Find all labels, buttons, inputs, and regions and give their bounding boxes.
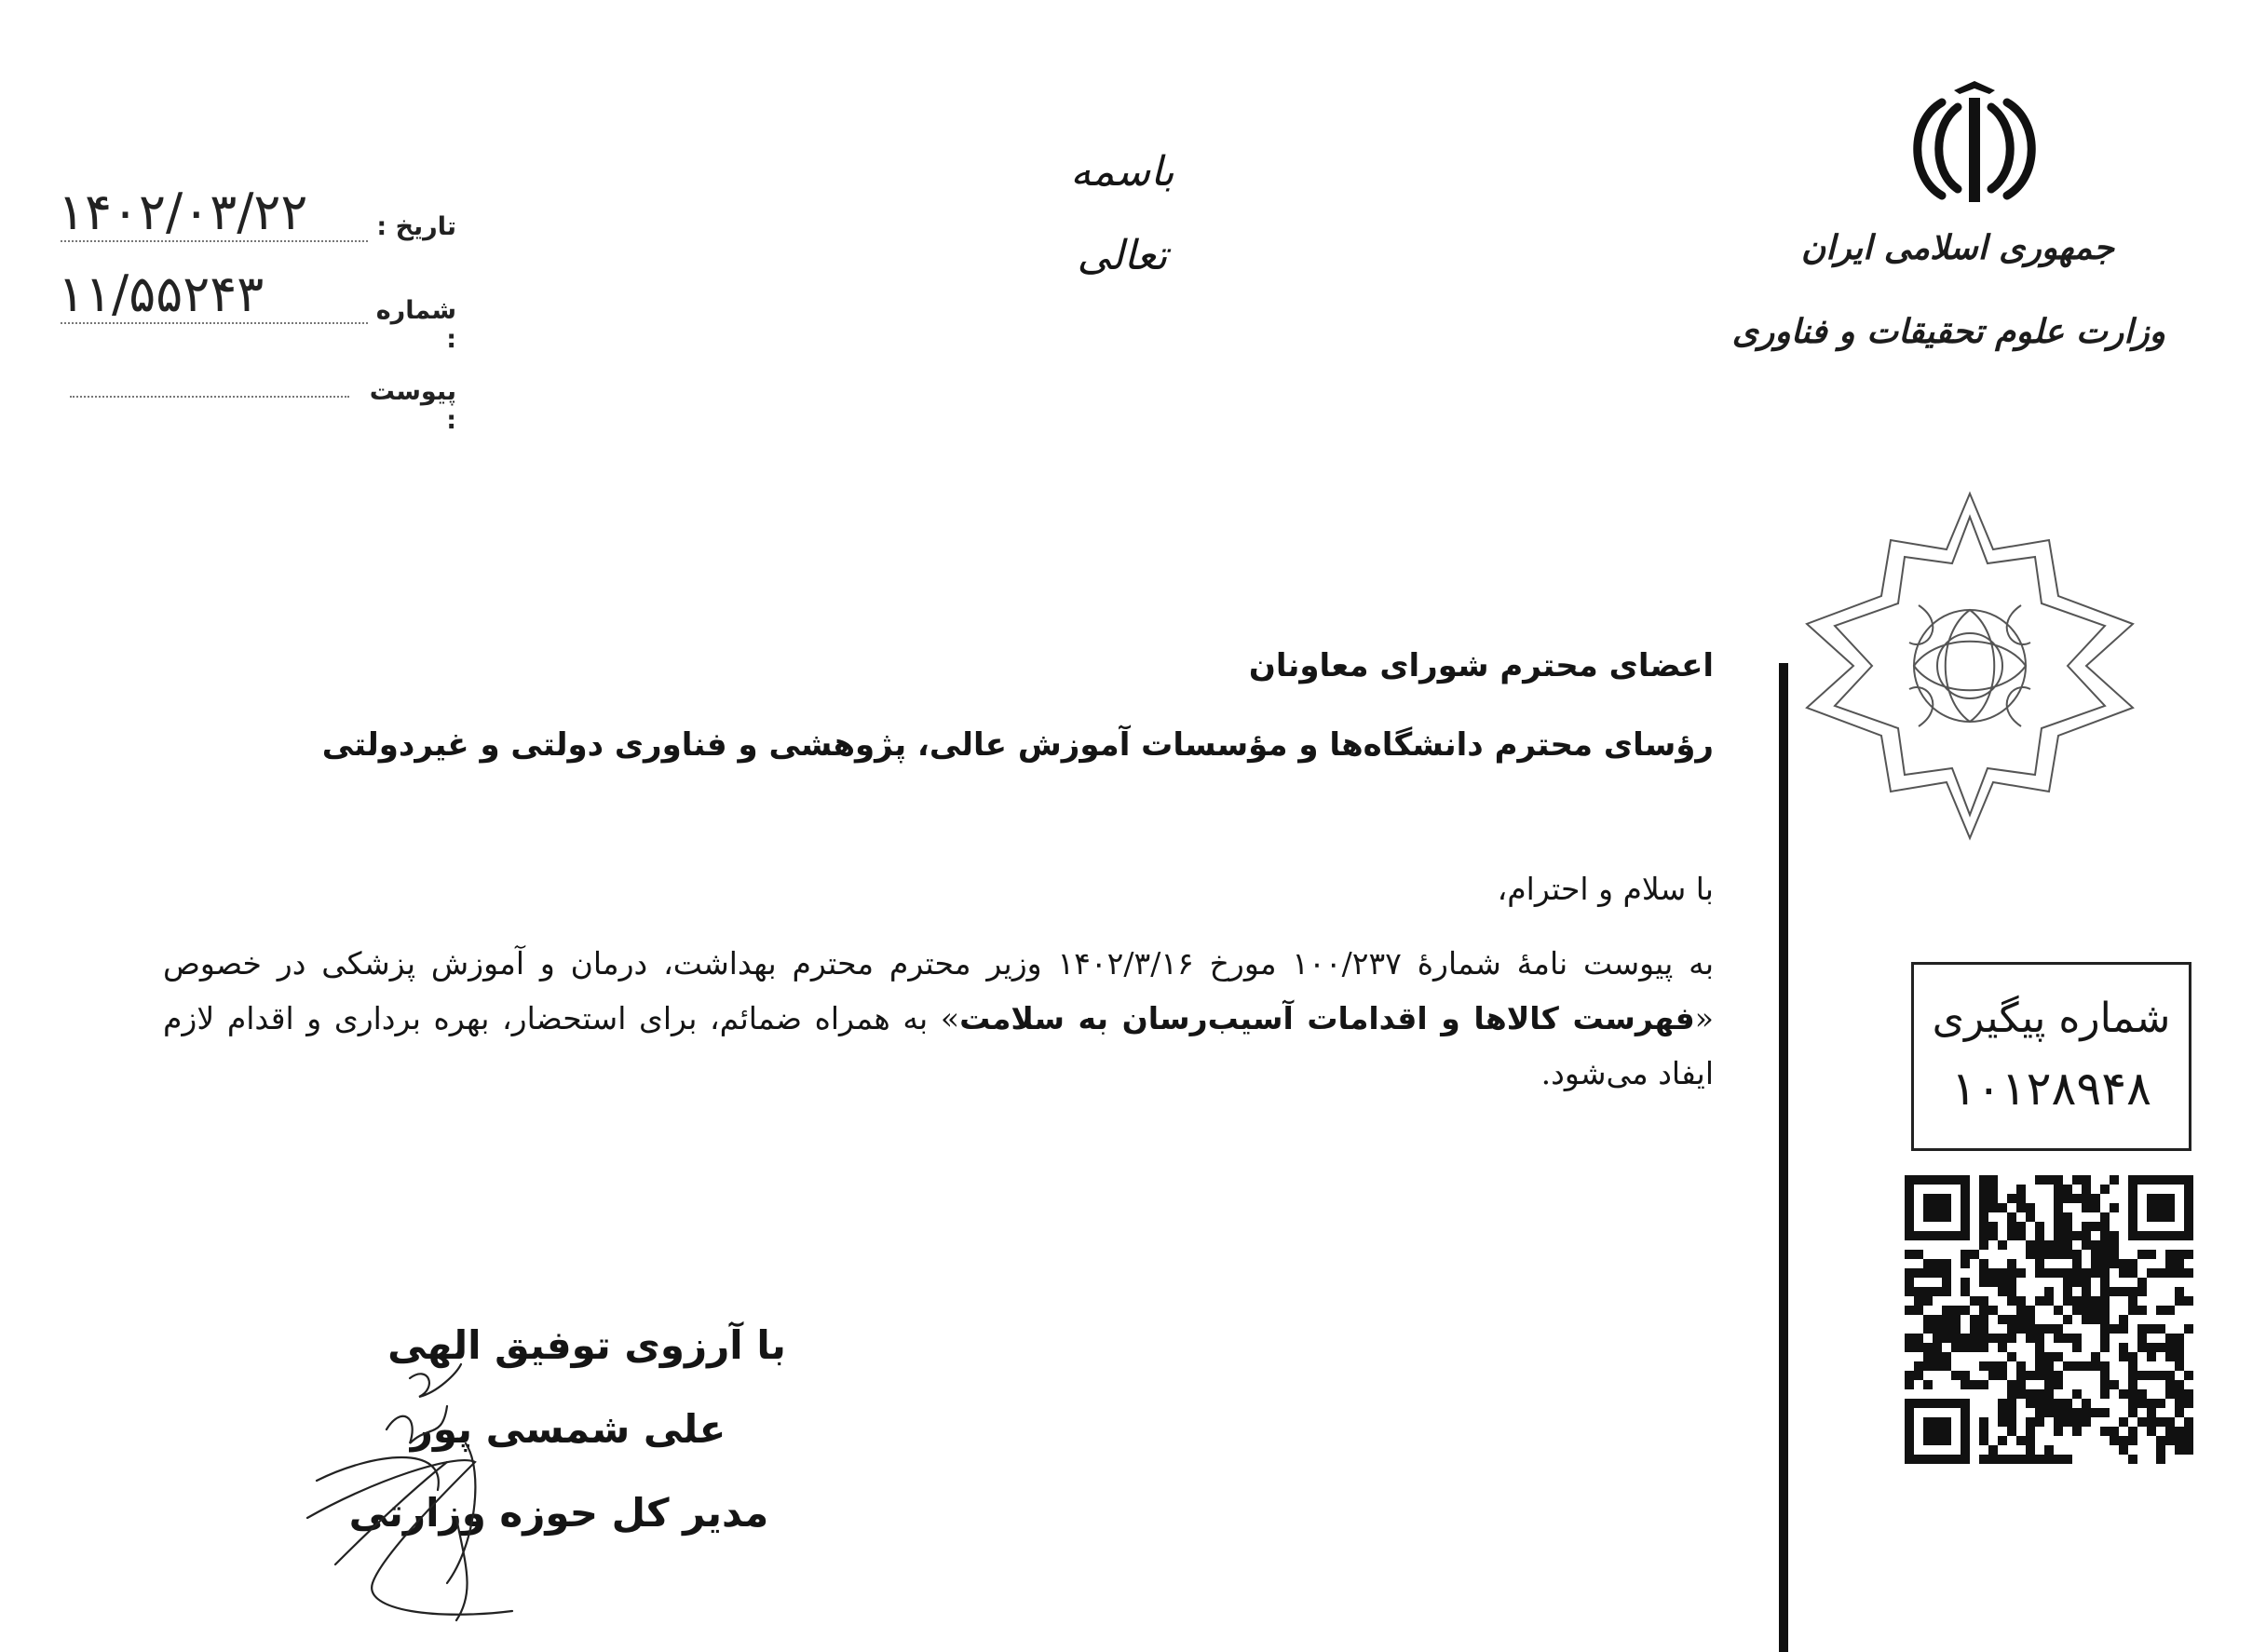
qr-code-icon bbox=[1905, 1175, 2193, 1464]
closing-wish: با آرزوی توفیق الهی bbox=[387, 1322, 786, 1368]
signer-title: مدیر کل حوزه وزارتی bbox=[348, 1490, 769, 1536]
tracking-number-box bbox=[1911, 962, 2191, 1151]
greeting: با سلام و احترام، bbox=[1497, 871, 1714, 907]
emblem-line2: وزارت علوم تحقیقات و فناوری bbox=[1731, 312, 2165, 351]
tracking-label: شماره پیگیری bbox=[1932, 995, 2171, 1042]
body-text-after: » به همراه ضمائم، برای استحضار، بهره برداری و اقدام لازم ایفاد می‌شود. bbox=[163, 1000, 1714, 1091]
signer-name: علی شمسی پور bbox=[410, 1406, 726, 1452]
iran-emblem-icon bbox=[1900, 79, 2049, 214]
body-paragraph bbox=[163, 936, 1714, 1101]
body-text-before: به پیوست نامهٔ شمارهٔ ۱۰۰/۲۳۷ مورخ ۱۴۰۲/۳/۱۶ وزیر محترم محترم بهداشت، درمان و آموزش پزشکی در خصوص « bbox=[163, 945, 1714, 1036]
attachment-dotted-line bbox=[70, 396, 349, 398]
recipient-line-2: رؤسای محترم دانشگاه‌ها و مؤسسات آموزش عالی، پژوهشی و فناوری دولتی و غیردولتی bbox=[321, 726, 1714, 764]
number-value: ۱۱/۵۵۲۴۳ bbox=[58, 264, 265, 323]
number-label: شماره : bbox=[375, 296, 456, 354]
body-text-bold: فهرست کالاها و اقدامات آسیب‌رسان به سلامت bbox=[959, 1000, 1695, 1036]
attachment-label: پیوست : bbox=[369, 377, 456, 435]
handwritten-signature bbox=[298, 1341, 596, 1630]
date-value: ۱۴۰۲/۰۳/۲۲ bbox=[58, 183, 308, 241]
emblem-line1: جمهوری اسلامی ایران bbox=[1800, 228, 2114, 267]
date-label: تاریخ : bbox=[376, 212, 456, 241]
tracking-number: ۱۰۱۲۸۹۴۸ bbox=[1951, 1062, 2151, 1116]
recipient-line-1: اعضای محترم شورای معاونان bbox=[1248, 647, 1714, 684]
bismillah-heading: باسمه تعالی bbox=[1070, 148, 1174, 279]
margin-vertical-rule bbox=[1779, 663, 1788, 1652]
islamic-star-ornament-icon bbox=[1779, 484, 2161, 847]
